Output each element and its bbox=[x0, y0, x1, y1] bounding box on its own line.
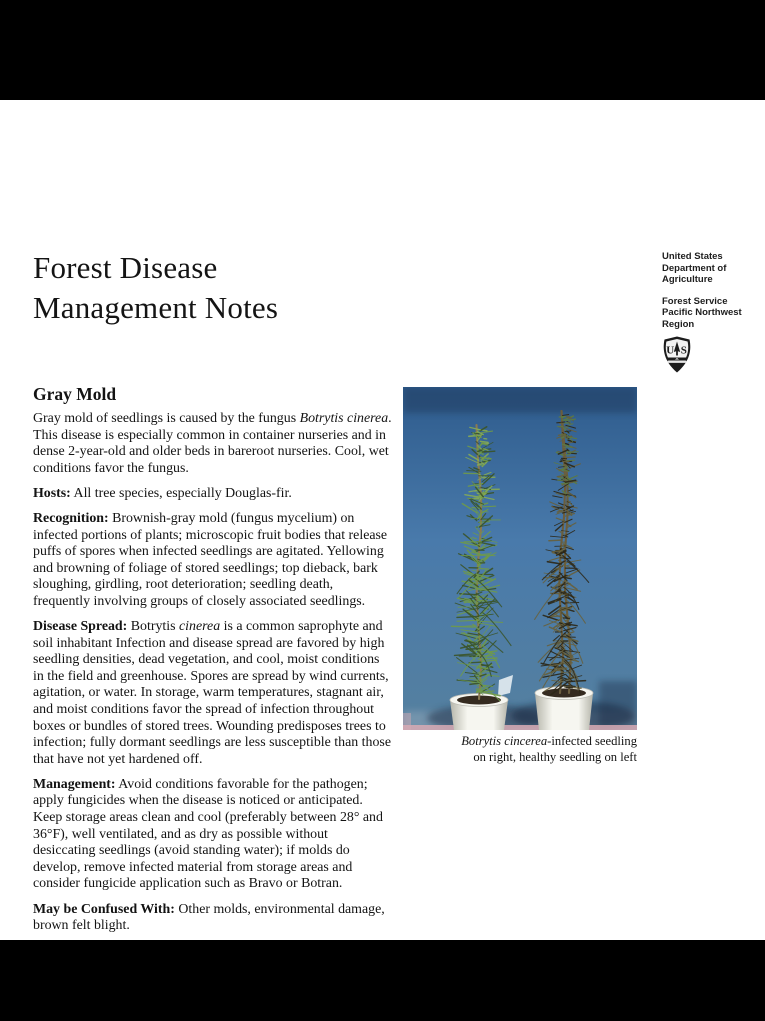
paragraph: Gray mold of seedlings is caused by the fungus Botrytis cinerea. This disease is especially common in container nurseries and in dense 2-year-old and older beds in bareroot nurseries. Cool, wet conditions favor the fungus. bbox=[33, 411, 392, 476]
seedling-figure bbox=[403, 387, 637, 765]
shield-letter-u: U bbox=[666, 344, 675, 357]
letterbox-bottom bbox=[0, 940, 765, 1021]
section-heading: Gray Mold bbox=[33, 384, 117, 404]
paragraph: Management: Avoid conditions favorable for the pathogen; apply fungicides when the disease is noticed or anticipated. Keep storage areas clean and cool (preferably between 28° and 36°F), well ventilated, and as dry as possible without desiccating seedlings (avoid standing water); if molds do develop, remove infected material from storage areas and consider fungicide application such as Bravo or Botran. bbox=[33, 776, 383, 892]
document-page bbox=[0, 100, 765, 940]
shield-letter-s: S bbox=[680, 344, 687, 357]
letterbox-top bbox=[0, 0, 765, 100]
article-paragraphs bbox=[33, 411, 393, 935]
agency-department: United States Department of Agriculture bbox=[662, 251, 727, 285]
figure-caption: Botrytis cincerea-infected seedling on right, healthy seedling on left bbox=[461, 734, 637, 764]
agency-block bbox=[662, 251, 762, 340]
article-body bbox=[33, 384, 393, 943]
paragraph: Hosts: All tree species, especially Douglas-fir. bbox=[33, 485, 292, 501]
forest-service-shield-icon bbox=[662, 336, 692, 374]
paragraph: May be Confused With: Other molds, environmental damage, brown felt blight. bbox=[33, 901, 385, 934]
seedling-photo bbox=[403, 387, 637, 730]
agency-service: Forest Service Pacific Northwest Region bbox=[662, 295, 742, 330]
page-title: Forest Disease Management Notes bbox=[33, 250, 279, 325]
paragraph: Recognition: Brownish-gray mold (fungus mycelium) on infected portions of plants; microscopic fruit bodies that release puffs of spores when infected seedlings are agitated. Yellowing and browning of foliage of stored seedlings; top dieback, bark sloughing, girdling, root deterioration; seedling death, frequently involving groups of closely associated seedlings. bbox=[33, 510, 388, 609]
paragraph: Disease Spread: Botrytis cinerea is a common saprophyte and soil inhabitant Infection and disease spread are favored by high seedling densities, dead vegetation, and cool, moist conditions in the field and greenhouse. Spores are spread by wind currents, agitation, or water. In storage, warm temperatures, stagnant air, and moist conditions favor the spread of infection throughout boxes or bundles of stored trees. Wounding predisposes trees to infection; fully dormant seedlings are less susceptible than those that have not yet hardened off. bbox=[33, 619, 391, 767]
